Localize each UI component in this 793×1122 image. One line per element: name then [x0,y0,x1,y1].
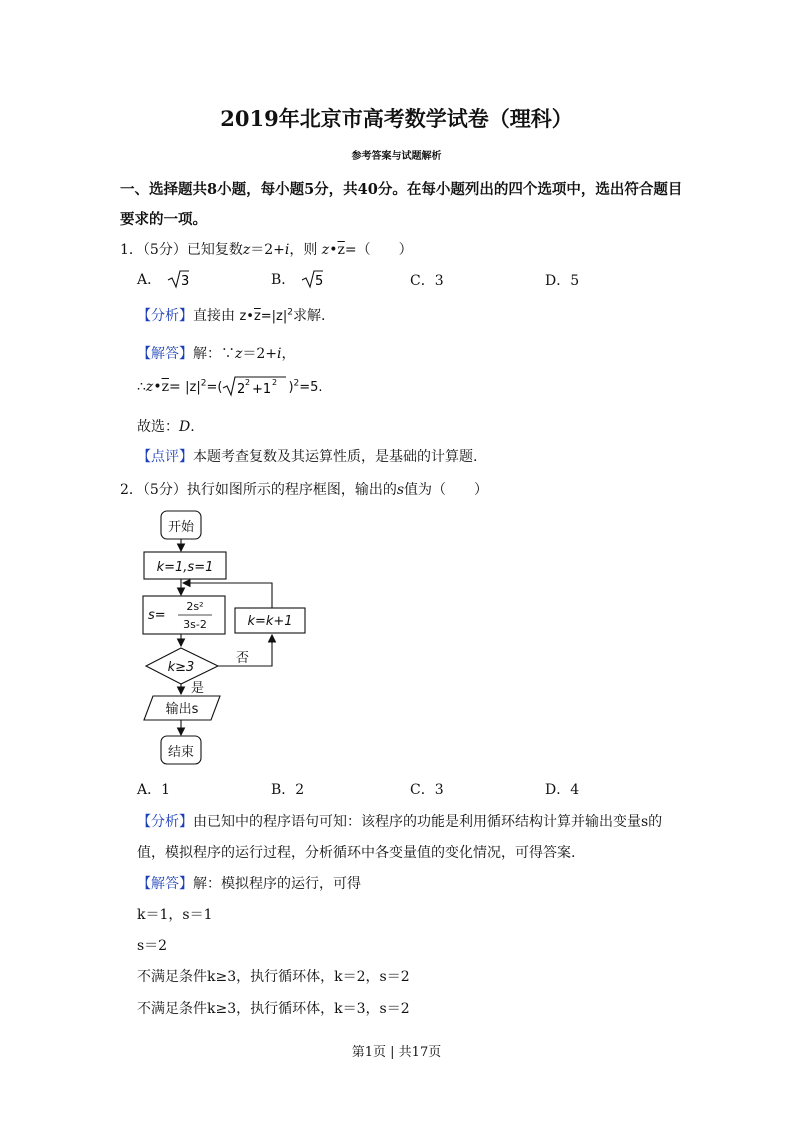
q2-step1: k＝1，s＝1 [137,907,213,923]
svg-text:+1: +1 [252,382,272,397]
q2-solution: 【解答】解：模拟程序的运行，可得 [137,876,361,892]
flow-start-text: 开始 [167,520,195,535]
section-heading-line2: 要求的一项。 [120,211,207,228]
flow-yes-label: 是 [191,681,205,696]
flow-output-text: 输出s [165,702,199,717]
q2-option-c: C．3 [410,782,444,798]
flow-assign-denominator: 3s-2 [183,618,207,631]
document-title: 2019年北京市高考数学试卷（理科） [220,106,573,131]
q1-analysis: 【分析】直接由 $z•\overline{z}=|z|^2$求解. [137,307,326,324]
flow-condition-text: k≥3 [167,660,195,675]
q1-option-b: B． 5 [271,268,324,290]
flow-no-label: 否 [236,651,250,666]
q2-step3: 不满足条件k≥3，执行循环体，k＝2，s＝2 [137,969,410,985]
q1-stem: 1．（5分）已知复数z＝2+i，则 $z•\overline{z}=$（ ） [120,242,413,258]
flowchart [138,508,318,770]
svg-text:5: 5 [314,274,324,289]
svg-text:2: 2 [245,378,251,387]
sqrt3-formula [166,268,190,290]
q2-analysis-line2: 值，模拟程序的运行过程，分析循环中各变量值的变化情况，可得答案. [137,845,576,861]
q1-option-a: A． 3 [137,268,190,290]
q1-solution: 【解答】解：∵z＝2+i， [137,346,296,362]
page-footer: 第1页 | 共17页 [351,1045,442,1060]
q1-option-d: D．5 [545,273,580,289]
q1-therefore: $\therefore z•\overline{z}= |z|^2=$( 2 2 +1 2 )$^2$=5. [137,374,323,398]
flow-init-text: k=1,s=1 [156,560,214,575]
flow-end-text: 结束 [167,745,195,760]
svg-text:2: 2 [237,382,246,397]
q2-step2: s＝2 [137,938,168,954]
section-heading-line1: 一、选择题共8小题，每小题5分，共40分。在每小题列出的四个选项中，选出符合题目 [120,181,683,198]
flow-assign-lhs: s= [148,608,166,623]
svg-text:2: 2 [272,378,278,387]
flow-assign-numerator: 2s² [186,600,204,613]
q2-stem: 2．（5分）执行如图所示的程序框图，输出的s值为（ ） [120,482,489,498]
svg-text:3: 3 [180,274,189,289]
sqrt5-formula [300,268,324,290]
q1-answer: 故选：D. [137,419,195,435]
q2-step4: 不满足条件k≥3，执行循环体，k＝3，s＝2 [137,1001,410,1017]
q2-option-b: B．2 [271,782,305,798]
q1-option-c: C．3 [410,273,444,289]
q1-comment: 【点评】本题考查复数及其运算性质，是基础的计算题. [137,449,478,465]
document-subtitle: 参考答案与试题解析 [351,151,442,162]
q2-option-a: A．1 [137,782,171,798]
flow-increment-text: k=k+1 [247,614,293,629]
sqrt-sum-formula [222,374,288,398]
q2-option-d: D．4 [545,782,580,798]
q2-analysis-line1: 【分析】由已知中的程序语句可知：该程序的功能是利用循环结构计算并输出变量s的 [137,814,663,830]
